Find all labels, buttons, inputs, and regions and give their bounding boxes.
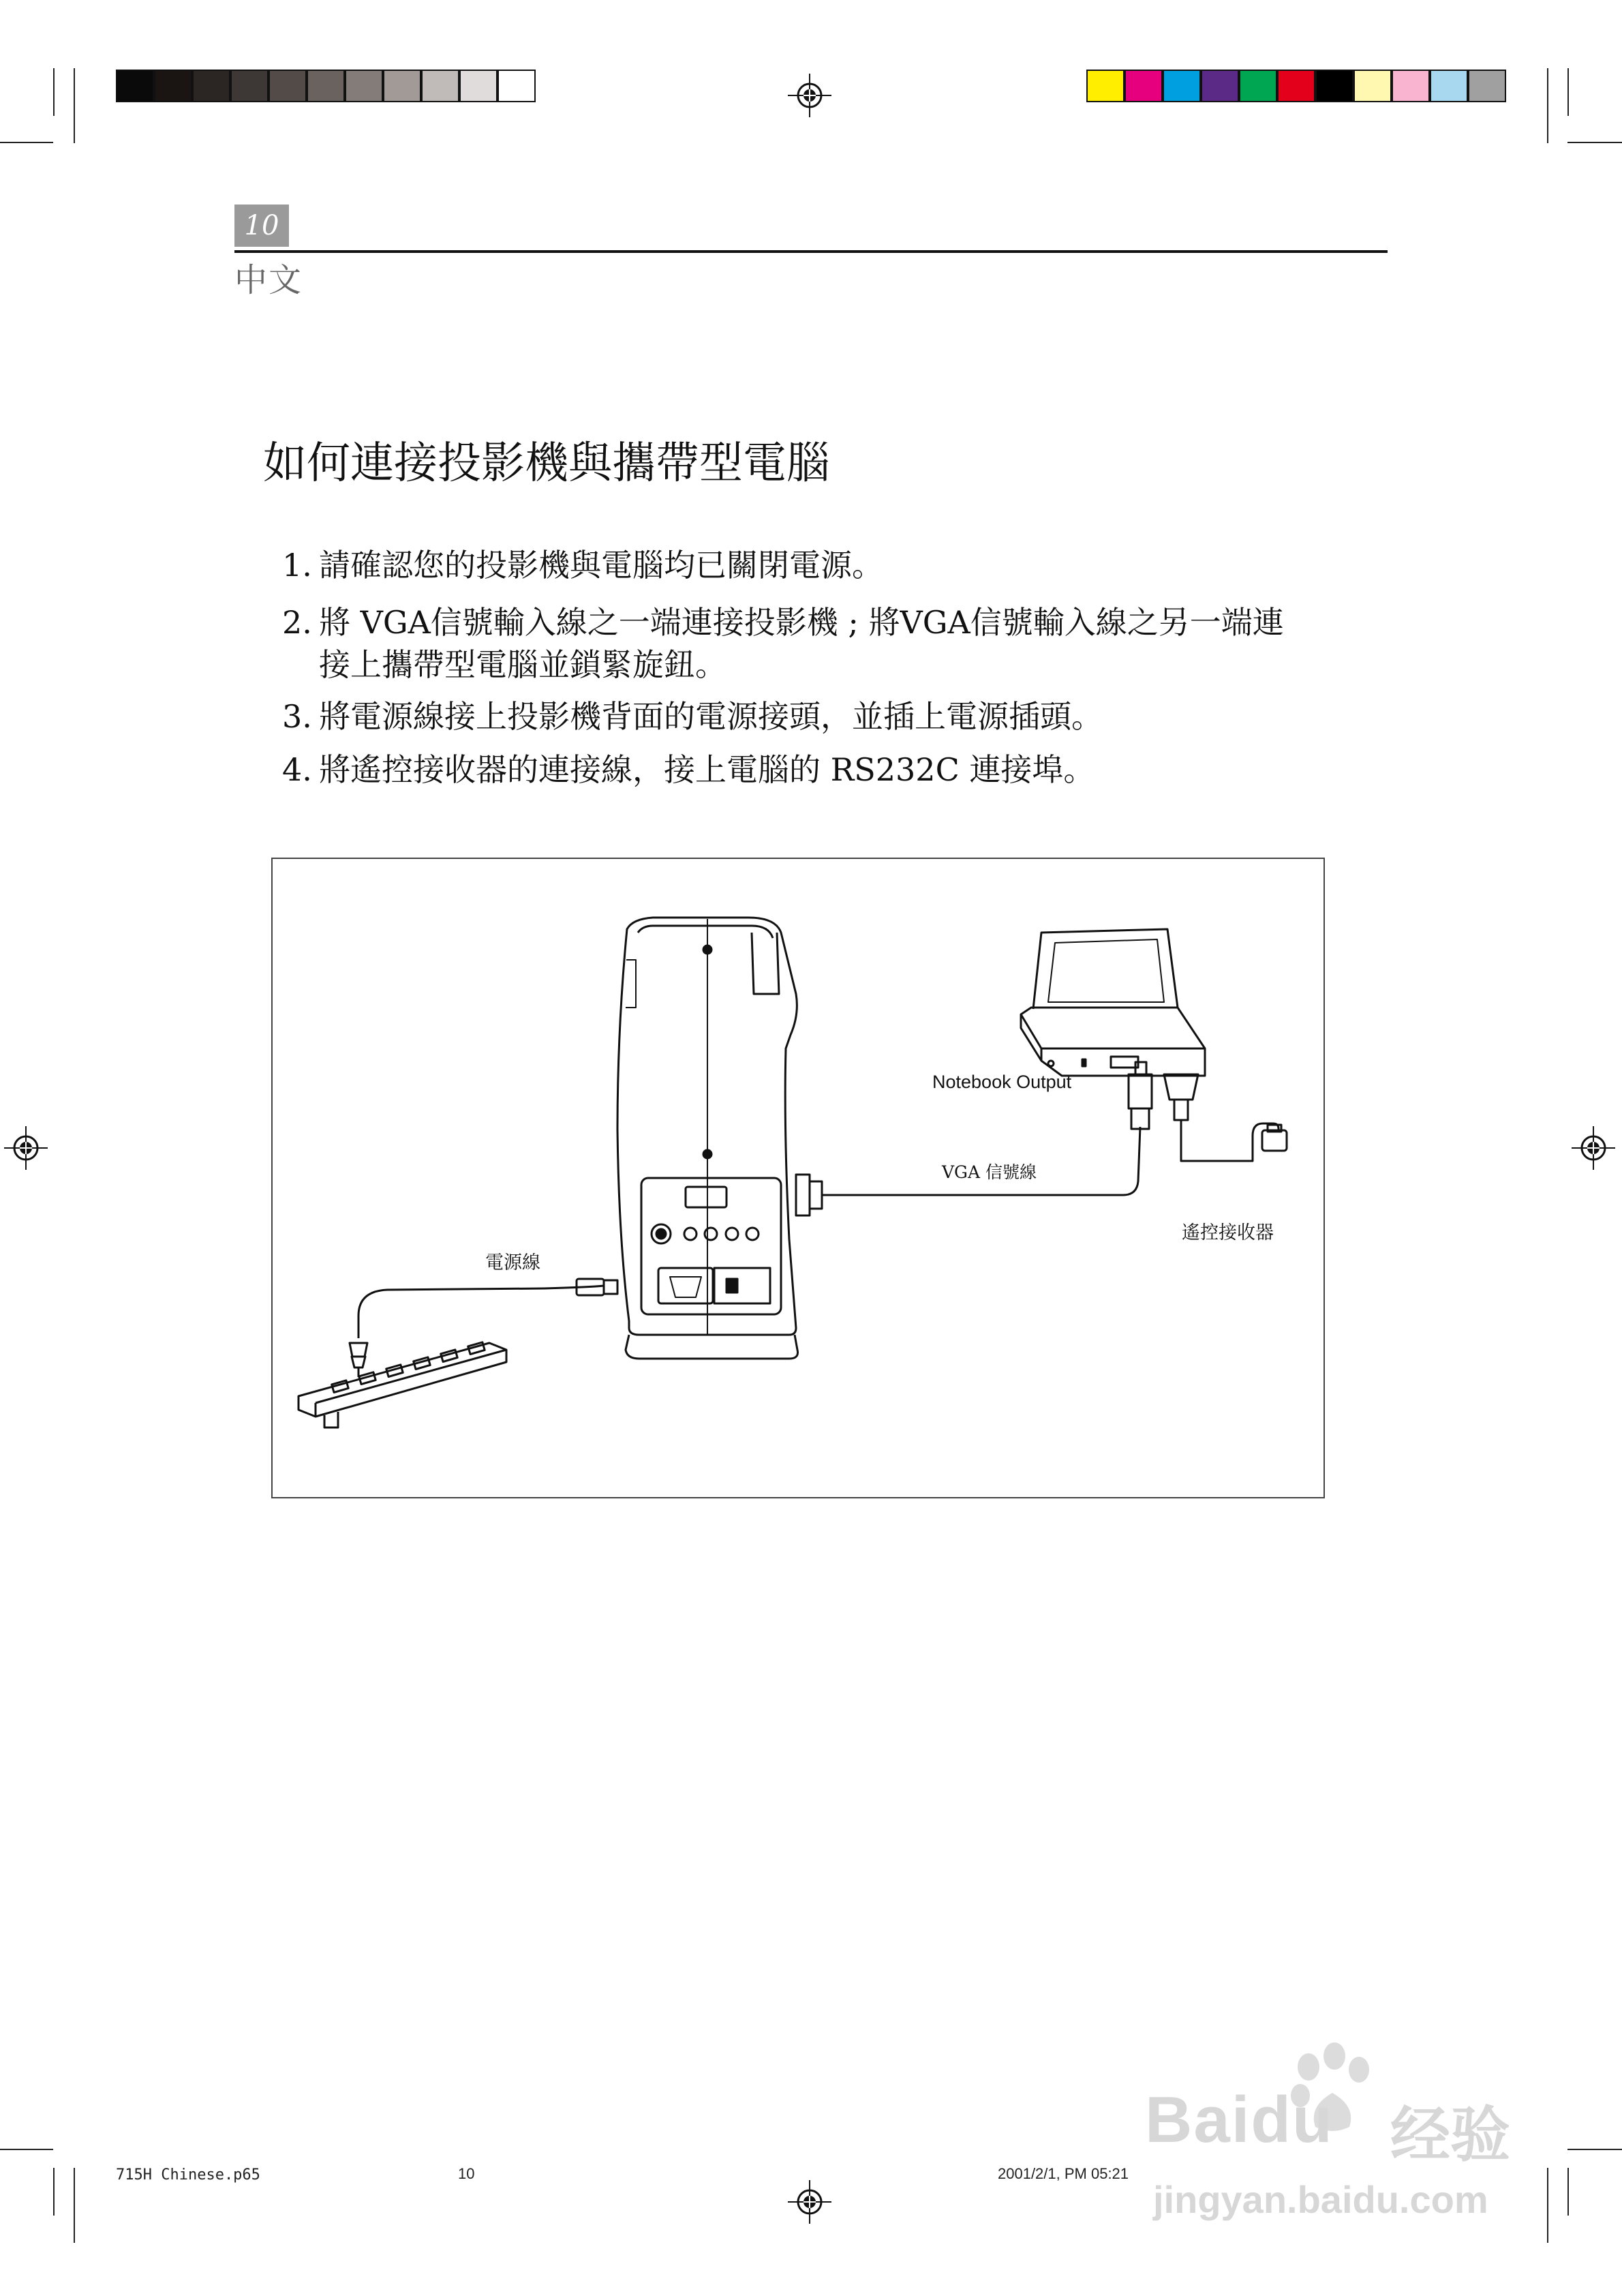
crop-mark-top-right-v: [1547, 68, 1548, 143]
connection-diagram: [271, 858, 1325, 1498]
vga-cable-label: VGA 信號線: [942, 1162, 1037, 1182]
crop-mark-top-right-h: [1567, 142, 1622, 143]
gray-swatch: [269, 70, 307, 102]
step-item: [282, 544, 883, 586]
step-number: 3.: [282, 698, 312, 735]
watermark-url: jingyan.baidu.com: [1153, 2178, 1488, 2221]
footer-page: 10: [458, 2165, 475, 2182]
color-swatch: [1163, 70, 1201, 102]
gray-swatch: [383, 70, 421, 102]
crop-mark-bottom-left-v: [74, 2168, 75, 2243]
registration-mark-right-icon: [1572, 1126, 1615, 1170]
step-number: 1.: [282, 547, 312, 584]
remote-receiver-label: 遙控接收器: [1182, 1222, 1274, 1243]
gray-swatch: [421, 70, 459, 102]
step-text: 將 VGA信號輸入線之一端連接投影機 ; 將VGA信號輸入線之另一端連: [319, 604, 1284, 641]
color-swatch: [1239, 70, 1277, 102]
color-swatch: [1315, 70, 1353, 102]
gray-swatch: [498, 70, 536, 102]
registration-mark-left-icon: [4, 1126, 48, 1170]
registration-mark-top-icon: [788, 74, 831, 117]
crop-mark-bottom-right-h: [1567, 2149, 1622, 2150]
step-text: 請確認您的投影機與電腦均已關閉電源。: [319, 547, 883, 584]
crop-mark-bottom-right-v2: [1567, 2168, 1569, 2216]
crop-mark-bottom-right-v: [1547, 2168, 1548, 2243]
color-swatch: [1468, 70, 1506, 102]
step-number: 2.: [282, 604, 312, 641]
notebook-output-label: Notebook Output: [932, 1072, 1072, 1092]
color-swatch: [1430, 70, 1468, 102]
watermark-brand: [1145, 2083, 1334, 2158]
step-item: [282, 601, 1284, 686]
color-swatch: [1086, 70, 1124, 102]
crop-mark-top-left-h: [0, 142, 53, 143]
crop-mark-bottom-left-h: [0, 2149, 53, 2150]
color-swatch: [1392, 70, 1430, 102]
step-text: 將電源線接上投影機背面的電源接頭，並插上電源插頭。: [319, 698, 1103, 735]
footer-timestamp: 2001/2/1, PM 05:21: [998, 2165, 1129, 2182]
step-item: [282, 695, 1103, 738]
step-item: [282, 749, 1095, 791]
watermark-brand-text: Baidu: [1145, 2083, 1334, 2156]
projector-icon: [617, 918, 798, 1359]
crop-mark-top-left-v: [74, 68, 75, 143]
footer-filename: 715H Chinese.p65: [116, 2166, 260, 2184]
crop-mark-top-right-v2: [1567, 68, 1569, 116]
gray-swatch: [116, 70, 154, 102]
remote-receiver-icon: [1164, 1074, 1287, 1161]
gray-swatch: [192, 70, 230, 102]
gray-swatch: [307, 70, 345, 102]
gray-swatch: [459, 70, 498, 102]
color-swatch: [1353, 70, 1392, 102]
step-number: 4.: [282, 751, 312, 788]
step-text: 將遙控接收器的連接線，接上電腦的 RS232C 連接埠。: [319, 751, 1095, 788]
registration-mark-bottom-icon: [788, 2180, 831, 2224]
language-label: 中文: [234, 261, 303, 299]
section-title: 如何連接投影機與攜帶型電腦: [263, 438, 830, 489]
power-cord-label: 電源線: [485, 1252, 540, 1273]
header-rule: [234, 250, 1388, 253]
gray-swatch: [230, 70, 269, 102]
gray-swatch: [345, 70, 383, 102]
watermark-service: 经验: [1390, 2101, 1511, 2169]
gray-swatch: [154, 70, 192, 102]
power-cord-icon: [299, 1279, 617, 1428]
crop-mark-top-left-v2: [53, 68, 55, 116]
step-text-continuation: 接上攜帶型電腦並鎖緊旋鈕。: [319, 646, 726, 683]
color-swatch: [1124, 70, 1163, 102]
color-swatch: [1277, 70, 1315, 102]
page-number: 10: [244, 210, 279, 241]
color-swatch: [1201, 70, 1239, 102]
laptop-icon: [1021, 929, 1205, 1076]
crop-mark-bottom-left-v2: [53, 2168, 55, 2216]
